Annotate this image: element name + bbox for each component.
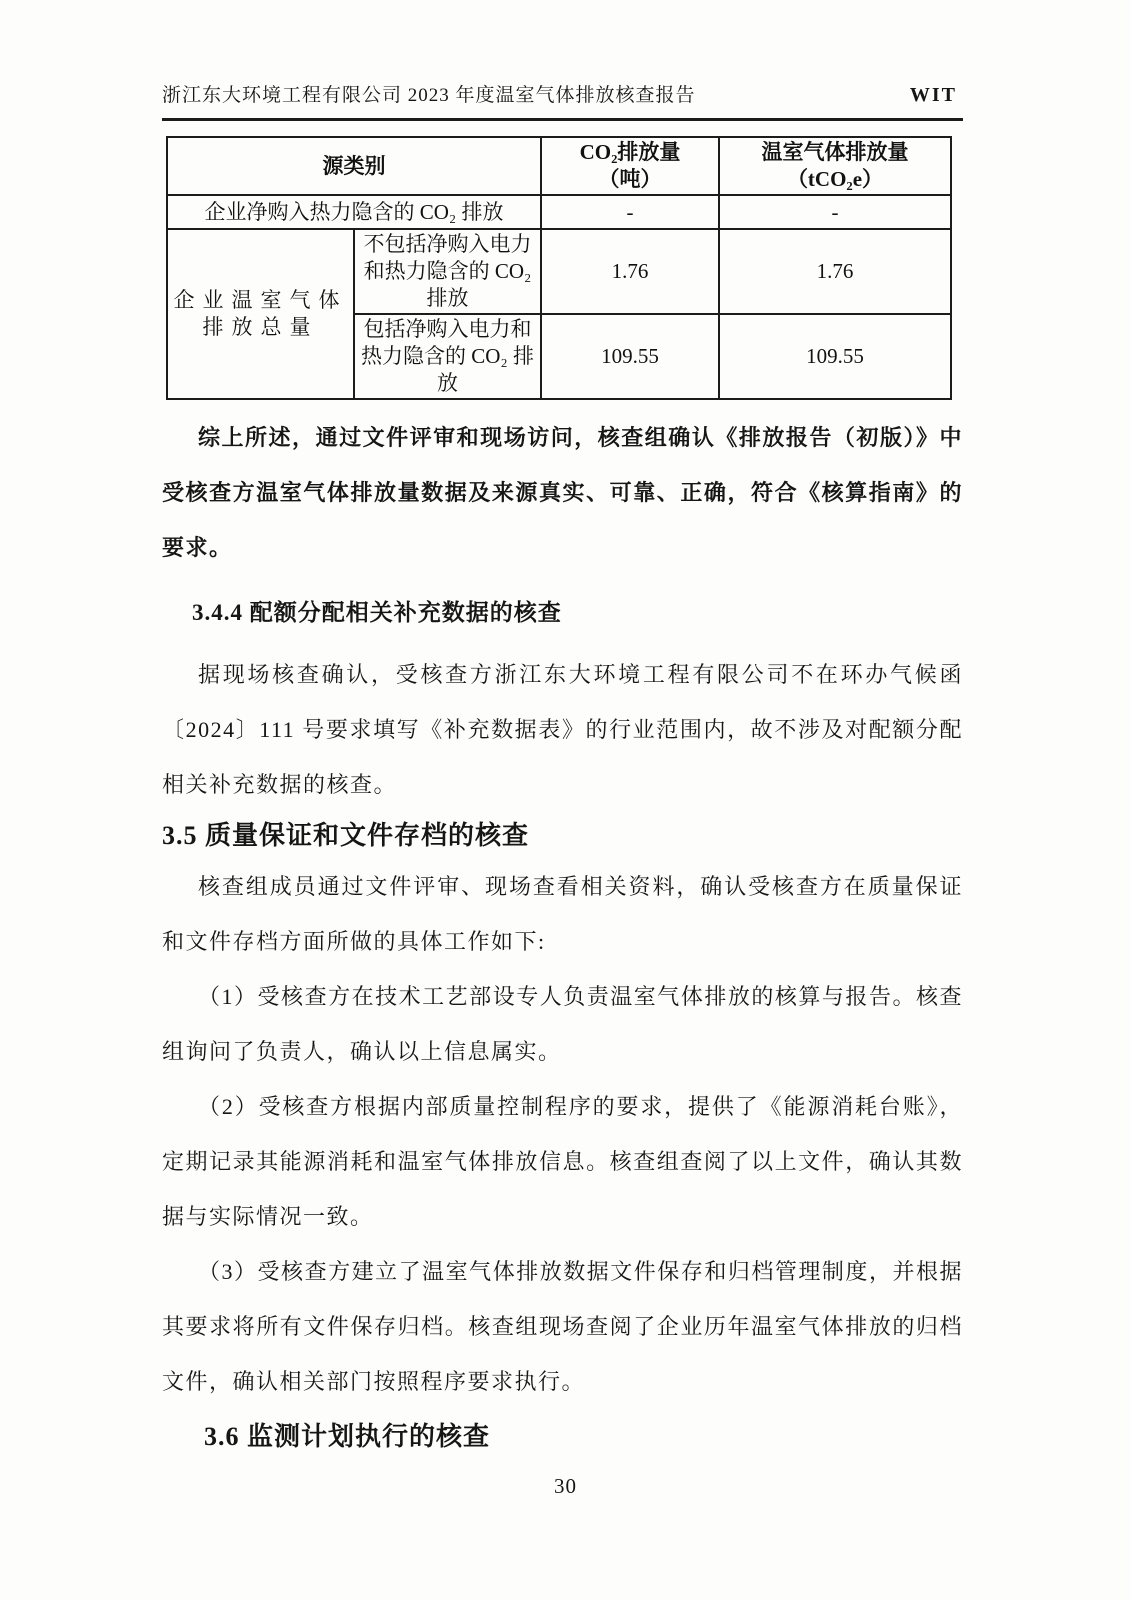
section-3-4-4-heading: 3.4.4 配额分配相关补充数据的核查	[192, 600, 562, 625]
col-header-ghg-unit: （tCO₂e）	[786, 167, 884, 191]
section-3-6-heading: 3.6 监测计划执行的核查	[204, 1422, 491, 1451]
page-header	[162, 0, 963, 109]
total-group-label: 企业温室气体排放总量	[167, 229, 354, 399]
incl-row-co2-value: 109.55	[541, 314, 719, 399]
col-header-co2-unit: （吨）	[598, 167, 662, 191]
section-3-5-heading: 3.5 质量保证和文件存档的核查	[162, 821, 530, 850]
heat-row-co2-value: -	[541, 195, 719, 229]
excl-row-co2-value: 1.76	[541, 229, 719, 314]
col-header-ghg	[719, 137, 951, 195]
col-header-co2	[541, 137, 719, 195]
col-header-co2-name: CO₂排放量	[579, 140, 681, 164]
header-wit-mark: WIT	[909, 84, 957, 106]
section-3-5-intro: 核查组成员通过文件评审、现场查看相关资料，确认受核查方在质量保证和文件存档方面所做的具体工作如下:	[162, 874, 963, 954]
emissions-summary-table	[166, 136, 952, 400]
table-row-total-excl	[167, 229, 951, 314]
header-divider	[162, 118, 963, 121]
table-row-heat	[167, 195, 951, 229]
incl-row-label: 包括净购入电力和热力隐含的 CO₂ 排放	[354, 314, 541, 399]
section-3-4-4-paragraph: 据现场核查确认，受核查方浙江东大环境工程有限公司不在环办气候函〔2024〕111 号要求填写《补充数据表》的行业范围内，故不涉及对配额分配相关补充数据的核查。	[162, 662, 963, 797]
excl-row-ghg-value: 1.76	[719, 229, 951, 314]
heat-row-label: 企业净购入热力隐含的 CO₂ 排放	[167, 195, 541, 229]
excl-row-label: 不包括净购入电力和热力隐含的 CO₂ 排放	[354, 229, 541, 314]
summary-paragraph: 综上所述，通过文件评审和现场访问，核查组确认《排放报告（初版）》中受核查方温室气体排放量数据及来源真实、可靠、正确，符合《核算指南》的要求。	[162, 425, 963, 560]
quality-item-3: （3）受核查方建立了温室气体排放数据文件保存和归档管理制度，并根据其要求将所有文件保存归档。核查组现场查阅了企业历年温室气体排放的归档文件，确认相关部门按照程序要求执行。	[162, 1259, 963, 1394]
col-header-source: 源类别	[167, 137, 541, 195]
header-title: 浙江东大环境工程有限公司 2023 年度温室气体排放核查报告	[162, 85, 696, 106]
quality-item-2: （2）受核查方根据内部质量控制程序的要求，提供了《能源消耗台账》，定期记录其能源消耗和温室气体排放信息。核查组查阅了以上文件，确认其数据与实际情况一致。	[162, 1094, 963, 1229]
col-header-ghg-name: 温室气体排放量	[761, 140, 909, 164]
table-header-row	[167, 137, 951, 195]
quality-item-1: （1）受核查方在技术工艺部设专人负责温室气体排放的核算与报告。核查组询问了负责人，确认以上信息属实。	[162, 984, 963, 1064]
incl-row-ghg-value: 109.55	[719, 314, 951, 399]
page-number: 30	[554, 1474, 577, 1498]
heat-row-ghg-value: -	[719, 195, 951, 229]
